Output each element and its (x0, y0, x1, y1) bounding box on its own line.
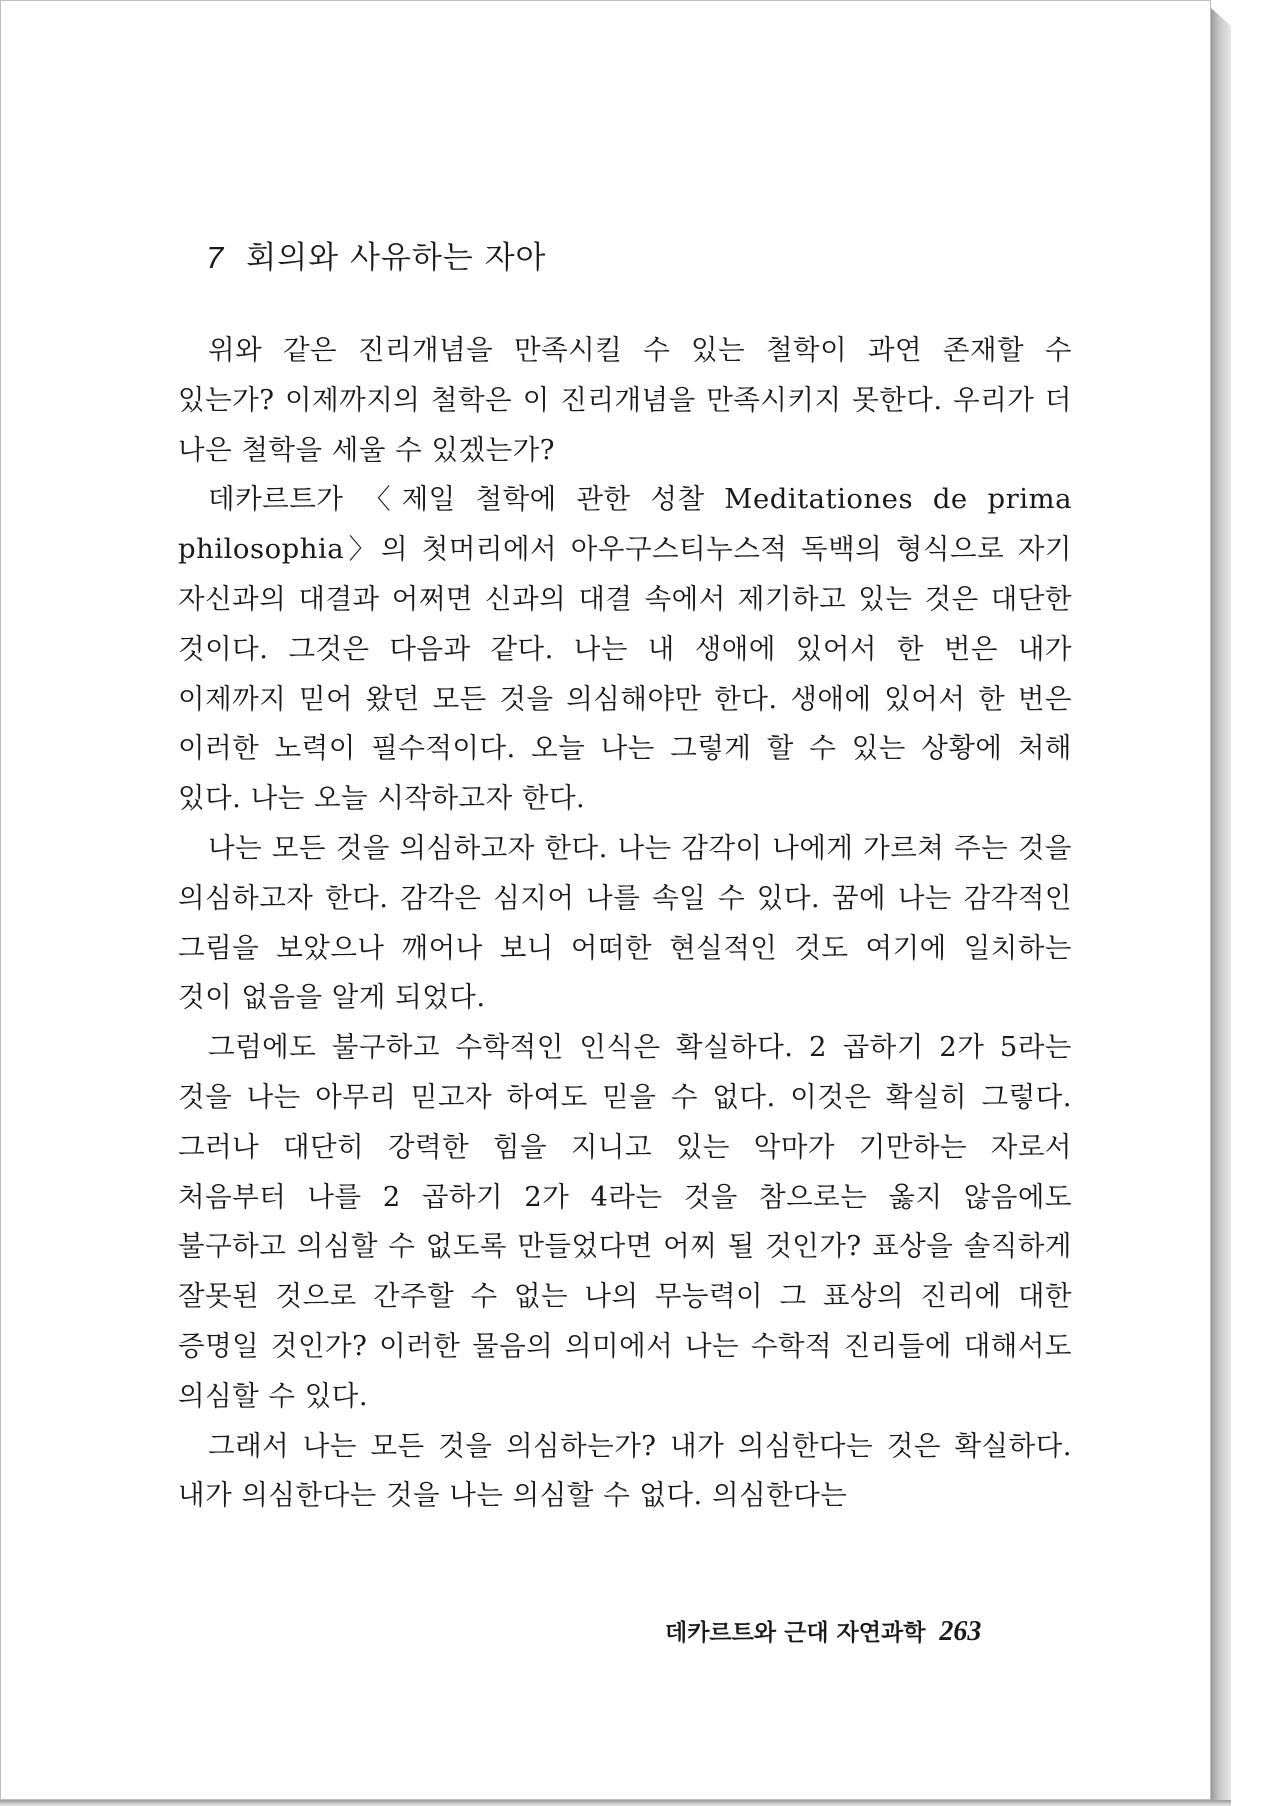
page-number: 263 (939, 1616, 982, 1647)
section-number: 7 (206, 240, 225, 275)
paragraph-5: 그래서 나는 모든 것을 의심하는가? 내가 의심한다는 것은 확실하다. 내가 의심한다는 것을 나는 의심할 수 없다. 의심한다는 (178, 1429, 1072, 1512)
body-text (178, 326, 1072, 1521)
running-title: 데카르트와 근대 자연과학 (665, 1620, 926, 1646)
page-edge-bottom (0, 1800, 1231, 1806)
paragraph-4: 그럼에도 불구하고 수학적인 인식은 확실하다. 2 곱하기 2가 5라는 것을 나는 아무리 믿고자 하여도 믿을 수 없다. 이것은 확실히 그렇다. 그러나 대단히 강력한 힘을 지니고 있는 악마가 기만하는 자로서 처음부터 나를 2 곱하기 2가 4라는 것을 참으로는 옳지 않음에도 불구하고 의심할 수 없도록 만들었다면 어찌 될 것인가? 표상을 솔직하게 잘못된 것으로 간주할 수 없는 나의 무능력이 그 표상의 진리에 대한 증명일 것인가? 이러한 물음의 의미에서 나는 수학적 진리들에 대해서도 의심할 수 있다. (178, 1031, 1072, 1412)
page-footer (665, 1614, 981, 1648)
page-edge-right (1211, 8, 1231, 1800)
paragraph-2: 데카르트가 〈제일 철학에 관한 성찰 Meditationes de prima philosophia〉의 첫머리에서 아우구스티누스적 독백의 형식으로 자기 자신과의 대결과 어쩌면 신과의 대결 속에서 제기하고 있는 것은 대단한 것이다. 그것은 다음과 같다. 나는 내 생애에 있어서 한 번은 내가 이제까지 믿어 왔던 모든 것을 의심해야만 한다. 생애에 있어서 한 번은 이러한 노력이 필수적이다. 오늘 나는 그렇게 할 수 있는 상황에 처해 있다. 나는 오늘 시작하고자 한다. (178, 483, 1072, 815)
paragraph-1: 위와 같은 진리개념을 만족시킬 수 있는 철학이 과연 존재할 수 있는가? 이제까지의 철학은 이 진리개념을 만족시키지 못한다. 우리가 더 나은 철학을 세울 수 있겠는가? (178, 334, 1072, 466)
section-heading (206, 232, 546, 277)
section-title: 회의와 사유하는 자아 (246, 240, 547, 276)
paragraph-3: 나는 모든 것을 의심하고자 한다. 나는 감각이 나에게 가르쳐 주는 것을 의심하고자 한다. 감각은 심지어 나를 속일 수 있다. 꿈에 나는 감각적인 그림을 보았으나 깨어나 보니 어떠한 현실적인 것도 여기에 일치하는 것이 없음을 알게 되었다. (178, 831, 1072, 1014)
